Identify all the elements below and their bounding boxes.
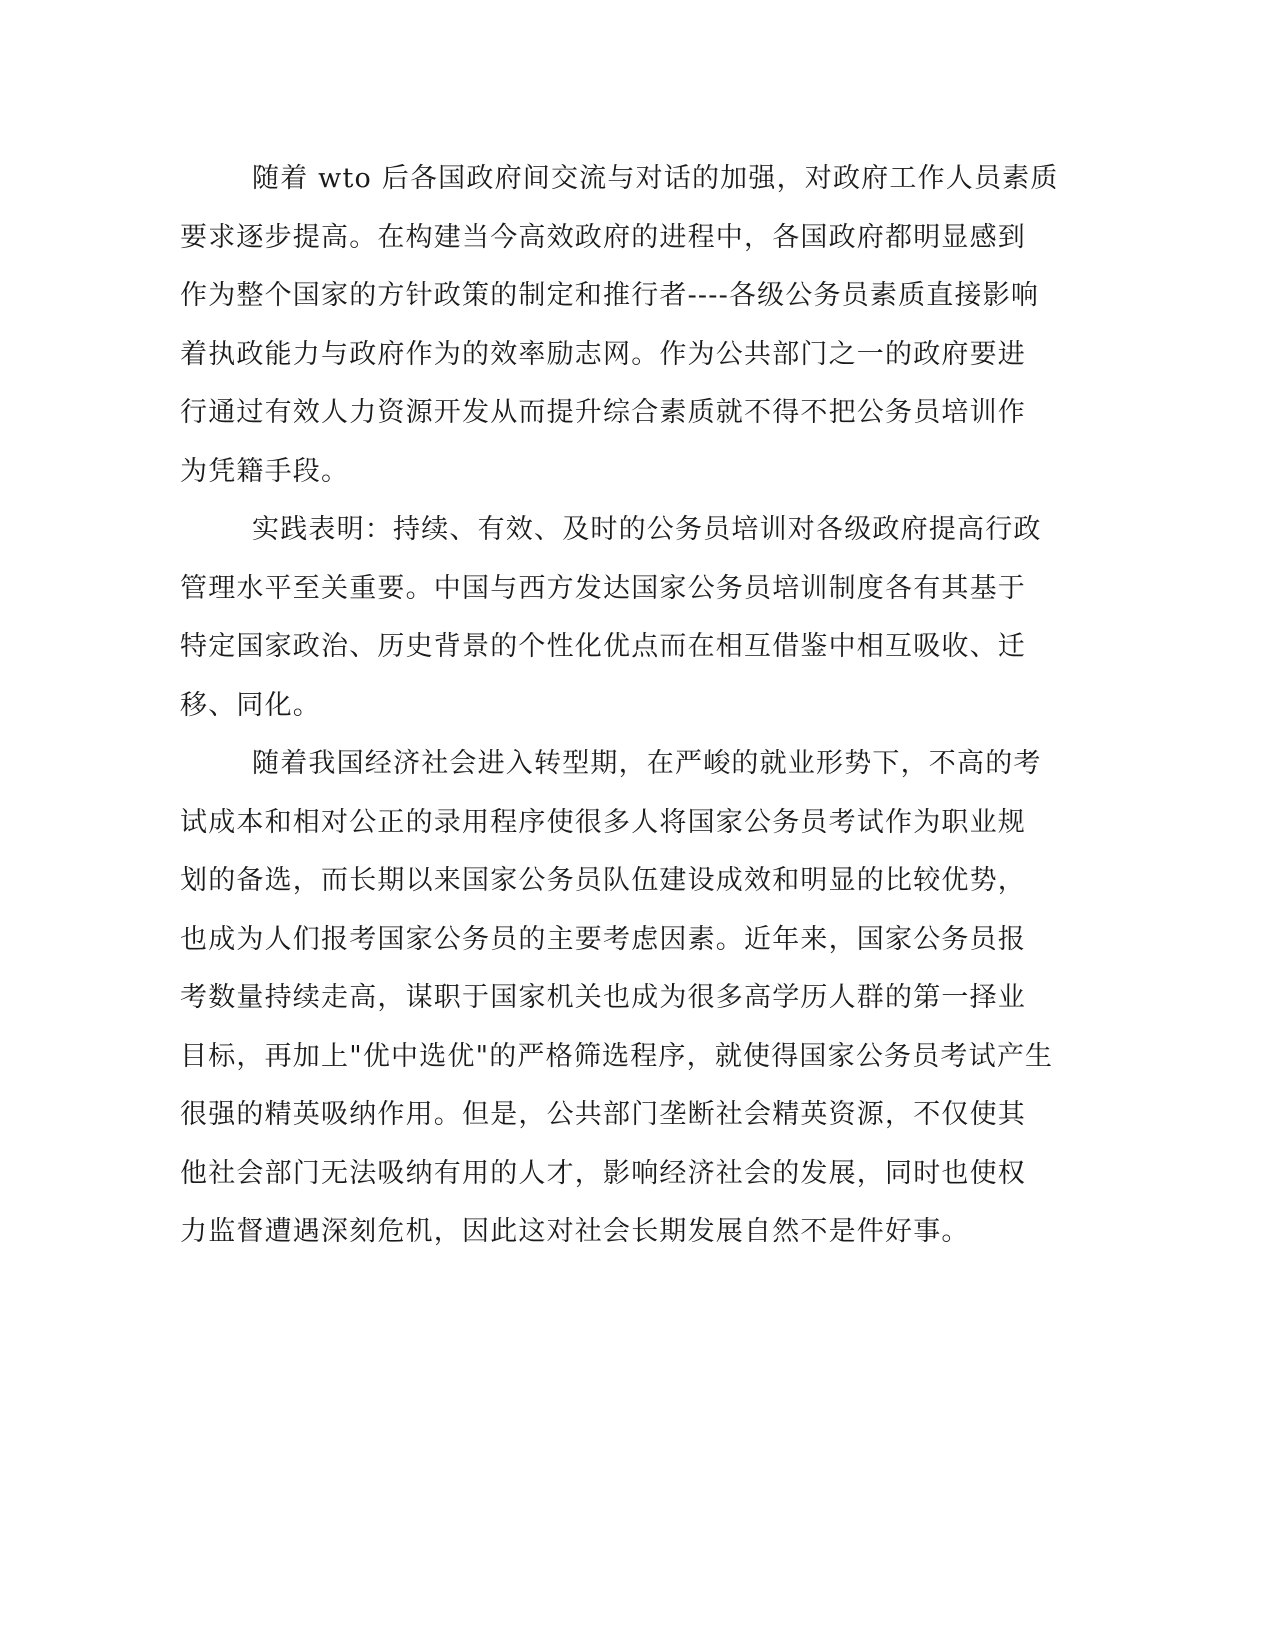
paragraph-line: 行通过有效人力资源开发从而提升综合素质就不得不把公务员培训作 xyxy=(180,397,1026,428)
paragraph-line: 特定国家政治、历史背景的个性化优点而在相互借鉴中相互吸收、迁 xyxy=(180,631,1026,662)
document-body xyxy=(180,150,1059,1262)
paragraph-line: 作为整个国家的方针政策的制定和推行者----各级公务员素质直接影响 xyxy=(180,280,1040,311)
paragraph-line: 管理水平至关重要。中国与西方发达国家公务员培训制度各有其基于 xyxy=(180,572,1026,604)
paragraph-line: 要求逐步提高。在构建当今高效政府的进程中，各国政府都明显感到 xyxy=(180,221,1026,253)
paragraph-line: 力监督遭遇深刻危机，因此这对社会长期发展自然不是件好事。 xyxy=(180,1216,970,1247)
paragraph-line: 为凭籍手段。 xyxy=(180,455,350,487)
paragraph-line: 也成为人们报考国家公务员的主要考虑因素。近年来，国家公务员报 xyxy=(180,923,1026,955)
paragraph-line: 移、同化。 xyxy=(180,689,321,721)
paragraph-line: 划的备选，而长期以来国家公务员队伍建设成效和明显的比较优势， xyxy=(180,865,1026,896)
paragraph-line: 考数量持续走高，谋职于国家机关也成为很多高学历人群的第一择业 xyxy=(180,982,1026,1013)
paragraph-line: 试成本和相对公正的录用程序使很多人将国家公务员考试作为职业规 xyxy=(180,806,1026,838)
paragraph-line: 随着我国经济社会进入转型期，在严峻的就业形势下，不高的考 xyxy=(252,748,1042,779)
paragraph-line: 他社会部门无法吸纳有用的人才，影响经济社会的发展，同时也使权 xyxy=(180,1157,1026,1189)
paragraph-line: 着执政能力与政府作为的效率励志网。作为公共部门之一的政府要进 xyxy=(180,338,1026,370)
paragraph-line: 目标，再加上"优中选优"的严格筛选程序，就使得国家公务员考试产生 xyxy=(180,1040,1054,1072)
paragraph-2 xyxy=(180,501,1040,735)
paragraph-line: 实践表明：持续、有效、及时的公务员培训对各级政府提高行政 xyxy=(252,514,1042,545)
paragraph-line: 很强的精英吸纳作用。但是，公共部门垄断社会精英资源，不仅使其 xyxy=(180,1099,1026,1130)
paragraph-1 xyxy=(180,150,1059,501)
paragraph-line: 随着 wto 后各国政府间交流与对话的加强，对政府工作人员素质 xyxy=(252,163,1059,194)
paragraph-3 xyxy=(180,735,1054,1262)
